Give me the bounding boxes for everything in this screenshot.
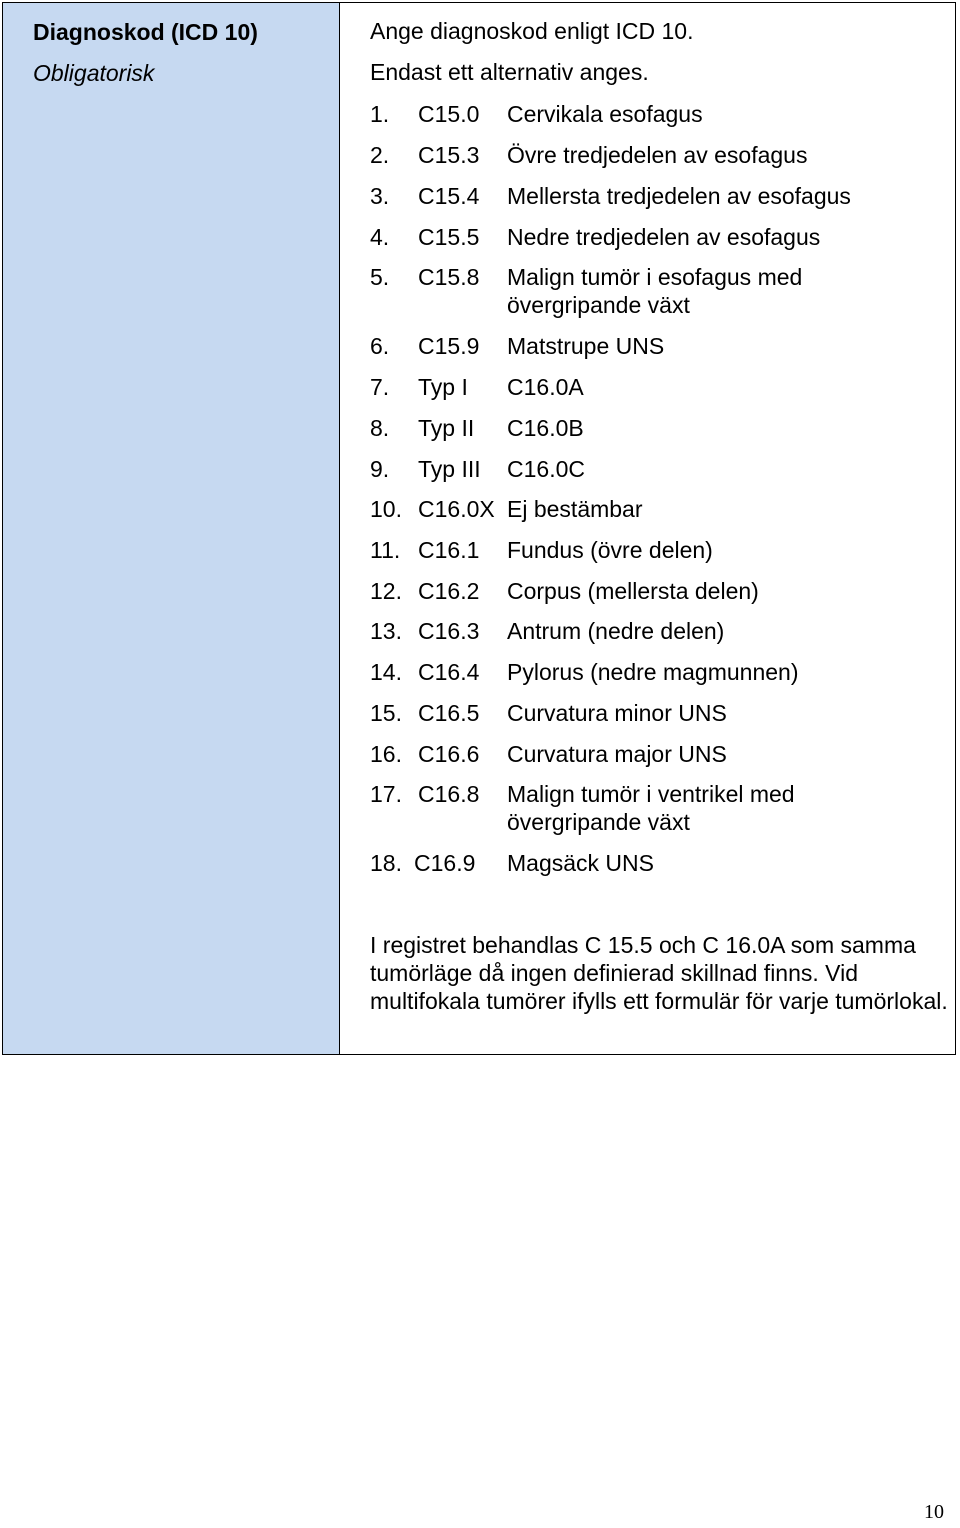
item-number: 2.	[370, 142, 390, 168]
item-code: C16.6	[418, 741, 480, 767]
item-number: 6.	[370, 333, 390, 359]
item-code: Typ III	[418, 456, 481, 482]
page-number: 10	[924, 1501, 944, 1523]
item-code: C15.9	[418, 333, 480, 359]
item-code: C16.9	[414, 850, 476, 876]
item-number: 7.	[370, 374, 390, 400]
item-description: Magsäck UNS	[507, 850, 654, 876]
field-label-cell	[3, 3, 340, 1054]
item-description: Mellersta tredjedelen av esofagus	[507, 183, 851, 209]
item-number: 3.	[370, 183, 390, 209]
item-number: 12.	[370, 578, 402, 604]
item-description: C16.0C	[507, 456, 585, 482]
item-description: Antrum (nedre delen)	[507, 618, 725, 644]
item-description: Corpus (mellersta delen)	[507, 578, 759, 604]
item-description: C16.0A	[507, 374, 584, 400]
item-number: 14.	[370, 659, 402, 685]
item-code: C16.2	[418, 578, 480, 604]
item-number: 5.	[370, 264, 390, 290]
field-title: Diagnoskod (ICD 10)	[33, 19, 258, 45]
item-description: Matstrupe UNS	[507, 333, 665, 359]
item-code: C16.5	[418, 700, 480, 726]
item-description: Nedre tredjedelen av esofagus	[507, 224, 821, 250]
item-number: 13.	[370, 618, 402, 644]
item-code: C16.8	[418, 781, 480, 807]
item-number: 16.	[370, 741, 402, 767]
item-number: 4.	[370, 224, 390, 250]
item-code: C15.5	[418, 224, 480, 250]
item-number: 10.	[370, 496, 402, 522]
instruction-line-2: Endast ett alternativ anges.	[370, 59, 649, 85]
field-description-cell	[340, 3, 955, 1054]
item-number: 11.	[370, 537, 401, 563]
item-description: Malign tumör i ventrikel med övergripande växt	[507, 781, 795, 835]
item-description: Fundus (övre delen)	[507, 537, 713, 563]
item-description: Malign tumör i esofagus med övergripande växt	[507, 264, 803, 318]
item-code: C15.0	[418, 101, 480, 127]
registry-note: I registret behandlas C 15.5 och C 16.0A som samma tumörläge då ingen definierad skillnad finns. Vid multifokala tumörer ifylls ett formulär för varje tumörlokal.	[370, 932, 948, 1014]
item-description: C16.0B	[507, 415, 584, 441]
item-code: C16.0X	[418, 496, 495, 522]
item-description: Pylorus (nedre magmunnen)	[507, 659, 799, 685]
item-code: C15.3	[418, 142, 480, 168]
instruction-line-1: Ange diagnoskod enligt ICD 10.	[370, 18, 694, 44]
item-number: 18.	[370, 850, 402, 876]
item-number: 9.	[370, 456, 390, 482]
item-description: Curvatura minor UNS	[507, 700, 727, 726]
item-code: Typ I	[418, 374, 468, 400]
item-number: 15.	[370, 700, 402, 726]
item-code: C16.3	[418, 618, 480, 644]
field-requirement: Obligatorisk	[33, 60, 155, 86]
item-code: C15.8	[418, 264, 480, 290]
item-description: Curvatura major UNS	[507, 741, 727, 767]
item-number: 8.	[370, 415, 390, 441]
item-number: 17.	[370, 781, 402, 807]
diagnosis-field-table	[2, 2, 956, 1055]
item-description: Ej bestämbar	[507, 496, 643, 522]
item-code: C16.4	[418, 659, 480, 685]
item-code: C15.4	[418, 183, 480, 209]
item-number: 1.	[370, 101, 390, 127]
item-description: Övre tredjedelen av esofagus	[507, 142, 808, 168]
item-code: Typ II	[418, 415, 475, 441]
item-description: Cervikala esofagus	[507, 101, 703, 127]
item-code: C16.1	[418, 537, 480, 563]
